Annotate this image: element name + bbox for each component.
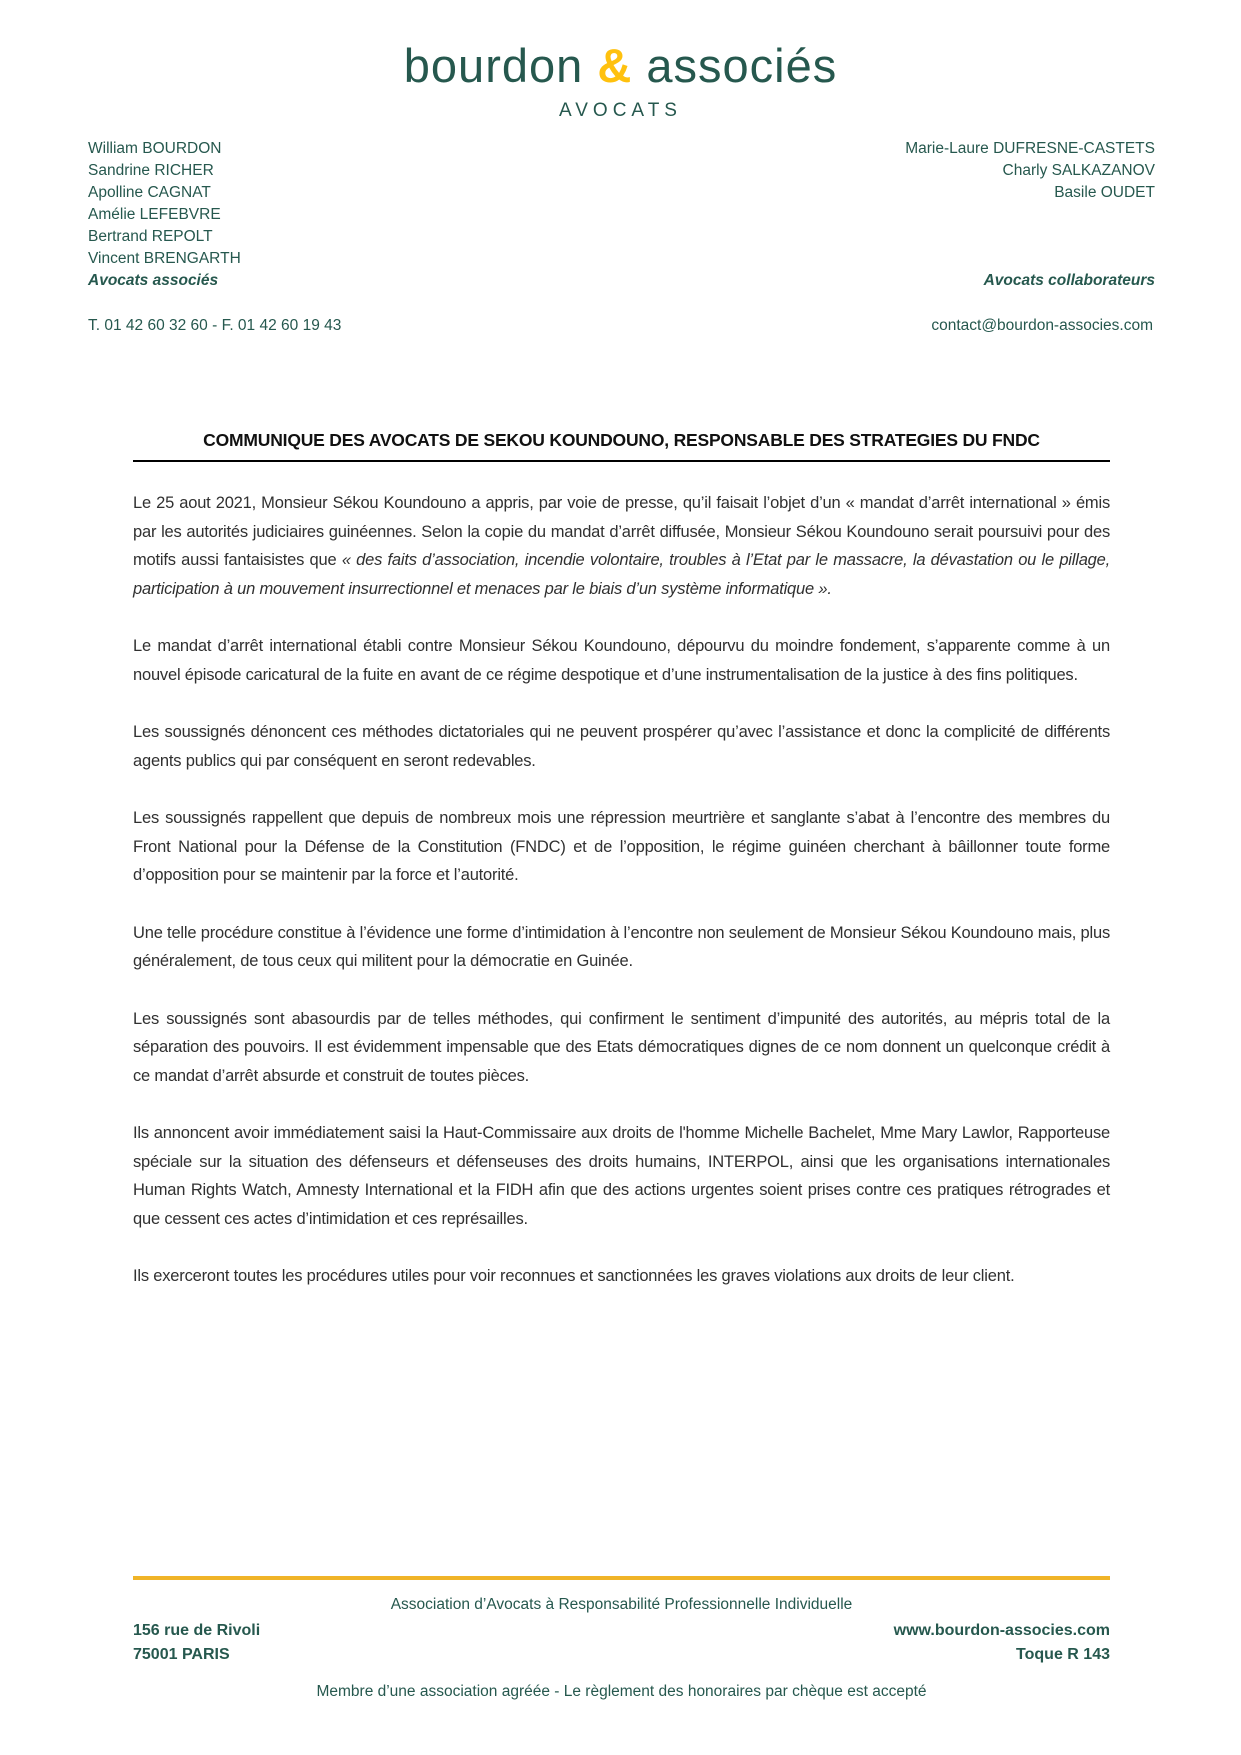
associate-name: Vincent BRENGARTH bbox=[88, 250, 241, 267]
document-title: COMMUNIQUE DES AVOCATS DE SEKOU KOUNDOUNO, RESPONSABLE DES STRATEGIES DU FNDC bbox=[203, 430, 1040, 450]
paragraph-8 bbox=[133, 1262, 1110, 1291]
paragraph-1-text: Le 25 aout 2021, Monsieur Sékou Koundouno a appris, par voie de presse, qu’il faisait l’objet d’un « mandat d’arrêt international » émis par les autorités judiciaires guinéennes. Selon la copie du mandat d’arrêt diffusée, Monsieur Sékou Koundouno serait poursuivi pour des motifs aussi fantaisistes que bbox=[133, 494, 1110, 569]
paragraph-1 bbox=[133, 489, 1110, 603]
collaborator-name: Basile OUDET bbox=[1054, 184, 1155, 201]
paragraph-4-text: Les soussignés rappellent que depuis de nombreux mois une répression meurtrière et sanglante s’abat à l’encontre des membres du Front National pour la Défense de la Constitution (FNDC) et de l’opposition, le régime guinéen cherchant à bâillonner toute forme d’opposition pour se maintenir par la force et l’autorité. bbox=[133, 809, 1110, 884]
website-link[interactable]: www.bourdon-associes.com bbox=[893, 1622, 1110, 1639]
paragraph-2-text: Le mandat d’arrêt international établi contre Monsieur Sékou Koundouno, dépourvu du moindre fondement, s’apparente comme à un nouvel épisode caricatural de la fuite en avant de ce régime despotique et d’une instrumentalisation de la justice à des fins politiques. bbox=[133, 637, 1110, 684]
association-line: Association d’Avocats à Responsabilité Professionnelle Individuelle bbox=[390, 1596, 853, 1613]
collaborators-column bbox=[905, 138, 1155, 292]
membership-line: Membre d’une association agréée - Le règlement des honoraires par chèque est accepté bbox=[316, 1683, 927, 1700]
document-body bbox=[133, 489, 1110, 1291]
paragraph-6 bbox=[133, 1005, 1110, 1091]
paragraph-6-text: Les soussignés sont abasourdis par de telles méthodes, qui confirment le sentiment d’impunité des autorités, au mépris total de la séparation des pouvoirs. Il est évidemment impensable que des Etats démocratiques dignes de ce nom donnent un quelconque crédit à ce mandat d’arrêt absurde et construit de toutes pièces. bbox=[133, 1009, 1110, 1085]
address-city: 75001 PARIS bbox=[133, 1646, 230, 1663]
toque-number: Toque R 143 bbox=[1016, 1646, 1110, 1663]
paragraph-5 bbox=[133, 919, 1110, 976]
contact-row bbox=[0, 292, 1241, 336]
paragraph-8-text: Ils exerceront toutes les procédures utiles pour voir reconnues et sanctionnées les graves violations aux droits de leur client. bbox=[133, 1267, 1015, 1285]
firm-logo-ampersand: & bbox=[597, 39, 633, 92]
paragraph-7-text: Ils annoncent avoir immédiatement saisi la Haut-Commissaire aux droits de l'homme Michelle Bachelet, Mme Mary Lawlor, Rapporteuse spéciale sur la situation des défenseurs et défenseuses des droits humains, INTERPOL, ainsi que les organisations internationales Human Rights Watch, Amnesty International et la FIDH afin que des actions urgentes soient prises contre ces pratiques rétrogrades et que cessent ces actes d’intimidation et ces représailles. bbox=[133, 1124, 1110, 1228]
associate-name: Apolline CAGNAT bbox=[88, 184, 211, 201]
address-street: 156 rue de Rivoli bbox=[133, 1622, 261, 1639]
paragraph-3 bbox=[133, 718, 1110, 775]
associate-name: Amélie LEFEBVRE bbox=[88, 206, 221, 223]
paragraph-3-text: Les soussignés dénoncent ces méthodes dictatoriales qui ne peuvent prospérer qu’avec l’assistance et donc la complicité de différents agents publics qui par conséquent en seront redevables. bbox=[133, 723, 1110, 770]
firm-subtitle: AVOCATS bbox=[559, 100, 682, 121]
email-link[interactable]: contact@bourdon-associes.com bbox=[931, 317, 1153, 334]
paragraph-7 bbox=[133, 1119, 1110, 1233]
address-block bbox=[133, 1619, 260, 1667]
firm-logo-word2: associés bbox=[646, 39, 838, 92]
column-spacer bbox=[905, 204, 1155, 270]
gold-divider-rule bbox=[133, 1576, 1110, 1580]
associate-name: William BOURDON bbox=[88, 140, 222, 157]
document-title-block bbox=[133, 430, 1110, 462]
paragraph-1-quote: « des faits d’association, incendie volontaire, troubles à l’Etat par le massacre, la dévastation ou le pillage, participation à un mouvement insurrectionnel et menaces par le biais d’un système informatique ». bbox=[133, 551, 1111, 598]
paragraph-2 bbox=[133, 632, 1110, 689]
paragraph-5-text: Une telle procédure constitue à l’évidence une forme d’intimidation à l’encontre non seulement de Monsieur Sékou Koundouno mais, plus généralement, de tous ceux qui militent pour la démocratie en Guinée. bbox=[133, 923, 1110, 970]
firm-logo-word1: bourdon bbox=[403, 39, 584, 92]
associate-name: Sandrine RICHER bbox=[88, 162, 214, 179]
collaborator-name: Marie-Laure DUFRESNE-CASTETS bbox=[905, 140, 1155, 157]
web-toque-block bbox=[894, 1619, 1110, 1667]
paragraph-4 bbox=[133, 804, 1110, 890]
letterhead-columns bbox=[0, 122, 1241, 292]
collaborator-name: Charly SALKAZANOV bbox=[1002, 162, 1155, 179]
associate-name: Bertrand REPOLT bbox=[88, 228, 213, 245]
collaborators-label: Avocats collaborateurs bbox=[983, 272, 1155, 289]
footer-columns bbox=[133, 1619, 1110, 1667]
letter-footer bbox=[133, 1576, 1110, 1701]
associates-label: Avocats associés bbox=[88, 272, 219, 289]
associates-column bbox=[88, 138, 241, 292]
phone-fax-line: T. 01 42 60 32 60 - F. 01 42 60 19 43 bbox=[88, 317, 342, 334]
firm-logo bbox=[0, 0, 1241, 94]
